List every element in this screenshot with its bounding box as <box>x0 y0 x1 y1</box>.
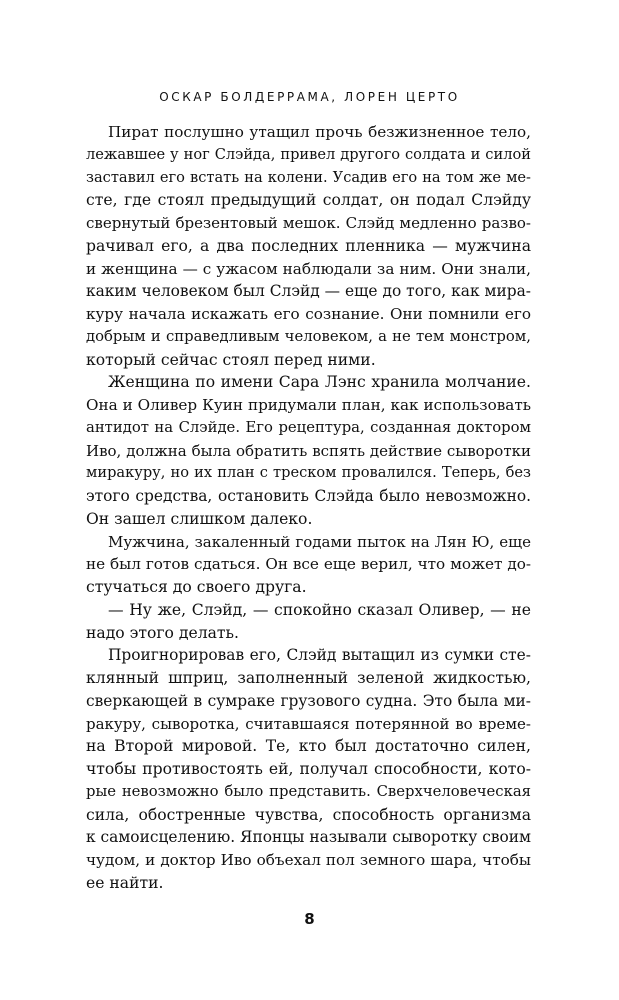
text-line: Женщина по имени Сара Лэнс хранила молчание. <box>108 373 531 392</box>
text-line: сила, обостренные чувства, способность организма <box>86 805 531 824</box>
text-line: к самоисцелению. Японцы называли сыворотку своим <box>86 828 531 847</box>
text-line: Иво, должна была обратить вспять действие сыворотки <box>86 441 531 460</box>
text-line: рые невозможно было представить. Сверхчеловеческая <box>86 782 531 800</box>
text-line: Мужчина, закаленный годами пыток на Лян Ю, еще <box>108 532 531 551</box>
text-line: миракуру, но их план с треском провалился. Теперь, без <box>86 464 531 482</box>
text-line: и женщина — с ужасом наблюдали за ним. Они знали, <box>86 259 531 278</box>
paragraph <box>86 644 531 894</box>
text-line: на Второй мировой. Те, кто был достаточно силен, <box>86 737 531 756</box>
text-line: надо этого делать. <box>86 623 240 642</box>
text-line: каким человеком был Слэйд — еще до того, как мира- <box>86 282 531 301</box>
text-line: Пират послушно утащил прочь безжизненное тело, <box>108 123 531 141</box>
text-line: сверкающей в сумраке грузового судна. Это была ми- <box>86 691 531 710</box>
text-line: Она и Оливер Куин придумали план, как использовать <box>86 396 531 414</box>
text-line: который сейчас стоял перед ними. <box>86 350 376 369</box>
text-line: Проигнорировав его, Слэйд вытащил из сумки сте- <box>108 646 531 665</box>
paragraph <box>86 121 531 371</box>
paragraph <box>86 531 531 599</box>
text-line: стучаться до своего друга. <box>86 578 307 596</box>
text-line: антидот на Слэйде. Его рецептура, созданная доктором <box>86 418 531 436</box>
text-line: Он зашел слишком далеко. <box>86 509 313 528</box>
text-line: не был готов сдаться. Он все еще верил, что может до- <box>86 555 531 574</box>
paragraph <box>86 371 531 530</box>
text-line: этого средства, остановить Слэйда было невозможно. <box>86 487 531 505</box>
text-line: сте, где стоял предыдущий солдат, он подал Слэйду <box>86 191 531 210</box>
text-line: добрым и справедливым человеком, а не тем монстром, <box>86 327 531 345</box>
text-line: куру начала искажать его сознание. Они помнили его <box>86 305 531 323</box>
paragraph <box>86 599 531 645</box>
text-line: ракуру, сыворотка, считавшаяся потерянной во време- <box>86 714 531 733</box>
text-line: клянный шприц, заполненный зеленой жидкостью, <box>86 669 531 687</box>
text-line: заставил его встать на колени. Усадив его на том же ме- <box>86 168 531 186</box>
running-head: ОСКАР БОЛДЕРРАМА, ЛОРЕН ЦЕРТО <box>159 90 460 104</box>
text-line: ее найти. <box>86 873 164 892</box>
text-line: лежавшее у ног Слэйда, привел другого солдата и силой <box>86 145 531 163</box>
text-line: свернутый брезентовый мешок. Слэйд медленно разво- <box>86 214 531 232</box>
page-number: 8 <box>304 910 315 928</box>
text-line: рачивал его, а два последних пленника — мужчина <box>86 236 531 255</box>
text-line: — Ну же, Слэйд, — спокойно сказал Оливер, — не <box>108 600 531 619</box>
body-text <box>86 121 531 895</box>
text-line: чудом, и доктор Иво объехал пол земного шара, чтобы <box>86 851 531 869</box>
text-line: чтобы противостоять ей, получал способности, кото- <box>86 760 531 778</box>
